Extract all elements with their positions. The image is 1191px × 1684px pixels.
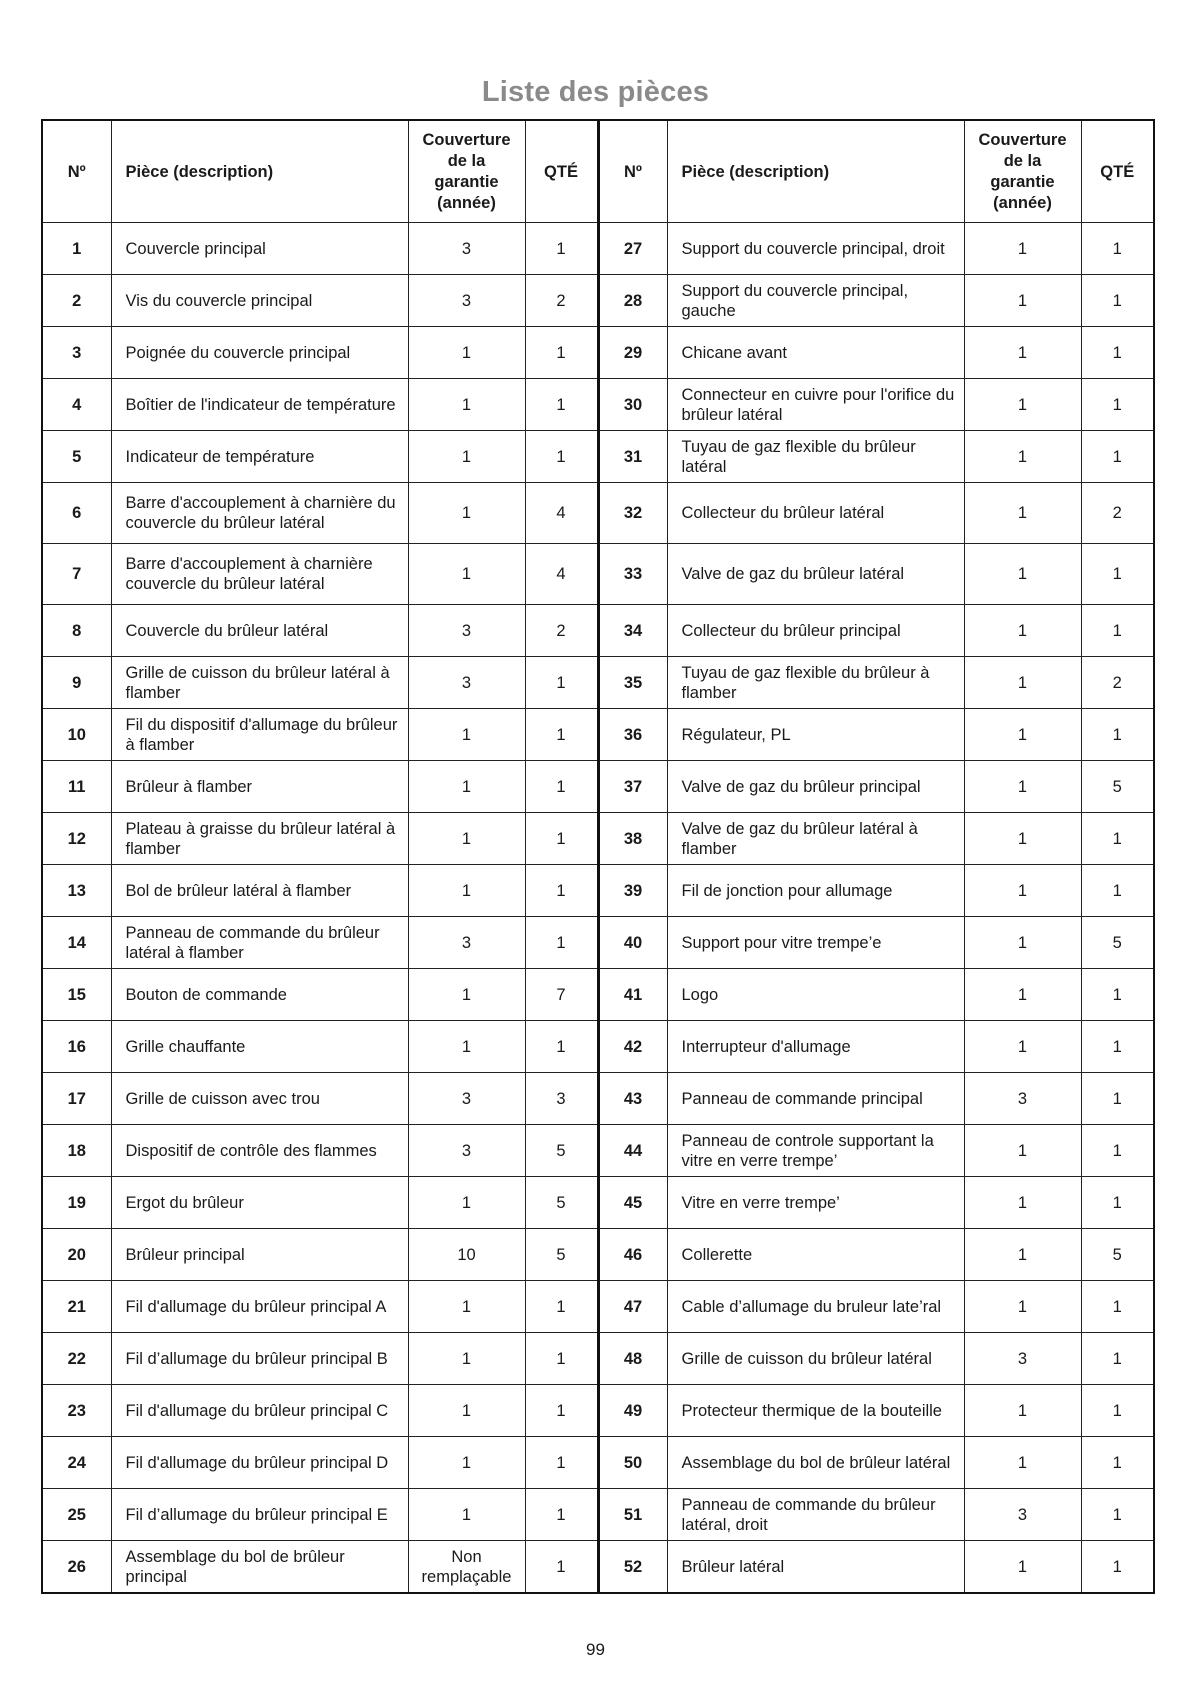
- warranty-years: 1: [408, 1281, 525, 1333]
- quantity: 5: [525, 1125, 598, 1177]
- table-row: [42, 917, 1154, 969]
- part-number: 33: [598, 544, 667, 605]
- part-description: Ergot du brûleur: [111, 1177, 408, 1229]
- quantity: 1: [1081, 709, 1154, 761]
- warranty-years: 1: [964, 275, 1081, 327]
- part-description: Protecteur thermique de la bouteille: [667, 1385, 964, 1437]
- quantity: 1: [525, 865, 598, 917]
- part-description: Poignée du couvercle principal: [111, 327, 408, 379]
- part-description: Grille chauffante: [111, 1021, 408, 1073]
- table-row: [42, 327, 1154, 379]
- part-description: Brûleur à flamber: [111, 761, 408, 813]
- quantity: 1: [525, 709, 598, 761]
- warranty-years: 1: [408, 1437, 525, 1489]
- part-description: Vis du couvercle principal: [111, 275, 408, 327]
- warranty-years: 1: [408, 761, 525, 813]
- part-number: 27: [598, 223, 667, 275]
- part-description: Tuyau de gaz flexible du brûleur à flamber: [667, 657, 964, 709]
- table-row: [42, 1125, 1154, 1177]
- part-description: Fil du dispositif d'allumage du brûleur à flamber: [111, 709, 408, 761]
- warranty-years: 1: [964, 1385, 1081, 1437]
- part-description: Support pour vitre trempe’e: [667, 917, 964, 969]
- part-description: Grille de cuisson avec trou: [111, 1073, 408, 1125]
- part-description: Panneau de commande du brûleur latéral à flamber: [111, 917, 408, 969]
- warranty-years: 1: [408, 865, 525, 917]
- quantity: 1: [1081, 813, 1154, 865]
- quantity: 1: [525, 1437, 598, 1489]
- header-qty: QTÉ: [525, 120, 598, 223]
- part-description: Couvercle principal: [111, 223, 408, 275]
- warranty-years: 3: [408, 605, 525, 657]
- part-description: Valve de gaz du brûleur latéral à flamber: [667, 813, 964, 865]
- part-description: Collecteur du brûleur principal: [667, 605, 964, 657]
- quantity: 1: [1081, 1489, 1154, 1541]
- part-number: 13: [42, 865, 111, 917]
- warranty-years: 1: [964, 1021, 1081, 1073]
- warranty-years: 1: [964, 605, 1081, 657]
- header-no: Nº: [42, 120, 111, 223]
- table-row: [42, 1437, 1154, 1489]
- warranty-years: 3: [408, 223, 525, 275]
- table-row: [42, 544, 1154, 605]
- part-description: Dispositif de contrôle des flammes: [111, 1125, 408, 1177]
- warranty-years: 1: [964, 657, 1081, 709]
- part-description: Grille de cuisson du brûleur latéral: [667, 1333, 964, 1385]
- table-row: [42, 1541, 1154, 1594]
- warranty-years: 1: [964, 327, 1081, 379]
- part-number: 22: [42, 1333, 111, 1385]
- table-row: [42, 483, 1154, 544]
- warranty-years: 1: [408, 969, 525, 1021]
- part-description: Bol de brûleur latéral à flamber: [111, 865, 408, 917]
- part-number: 11: [42, 761, 111, 813]
- part-description: Grille de cuisson du brûleur latéral à flamber: [111, 657, 408, 709]
- warranty-years: 1: [964, 379, 1081, 431]
- quantity: 1: [525, 917, 598, 969]
- table-row: [42, 657, 1154, 709]
- part-description: Plateau à graisse du brûleur latéral à flamber: [111, 813, 408, 865]
- part-number: 29: [598, 327, 667, 379]
- quantity: 2: [525, 605, 598, 657]
- table-row: [42, 1281, 1154, 1333]
- part-number: 14: [42, 917, 111, 969]
- warranty-years: 1: [964, 761, 1081, 813]
- part-number: 12: [42, 813, 111, 865]
- quantity: 1: [1081, 1125, 1154, 1177]
- part-number: 7: [42, 544, 111, 605]
- quantity: 1: [1081, 969, 1154, 1021]
- warranty-years: 1: [408, 813, 525, 865]
- warranty-years: 3: [408, 275, 525, 327]
- quantity: 1: [525, 327, 598, 379]
- warranty-years: 1: [964, 1541, 1081, 1594]
- warranty-years: 3: [964, 1073, 1081, 1125]
- quantity: 1: [1081, 1281, 1154, 1333]
- warranty-years: 1: [964, 865, 1081, 917]
- part-description: Fil d'allumage du brûleur principal C: [111, 1385, 408, 1437]
- warranty-years: 1: [408, 1333, 525, 1385]
- warranty-years: 1: [964, 431, 1081, 483]
- table-row: [42, 1229, 1154, 1281]
- quantity: 4: [525, 483, 598, 544]
- part-number: 42: [598, 1021, 667, 1073]
- warranty-years: 1: [964, 1281, 1081, 1333]
- quantity: 1: [1081, 223, 1154, 275]
- warranty-years: 3: [408, 1073, 525, 1125]
- warranty-years: 1: [964, 969, 1081, 1021]
- part-description: Fil de jonction pour allumage: [667, 865, 964, 917]
- page-title: Liste des pièces: [481, 76, 710, 108]
- quantity: 1: [525, 1489, 598, 1541]
- quantity: 2: [1081, 483, 1154, 544]
- warranty-years: 3: [408, 657, 525, 709]
- warranty-years: 1: [964, 544, 1081, 605]
- part-description: Couvercle du brûleur latéral: [111, 605, 408, 657]
- part-number: 15: [42, 969, 111, 1021]
- part-description: Support du couvercle principal, droit: [667, 223, 964, 275]
- part-description: Panneau de commande du brûleur latéral, droit: [667, 1489, 964, 1541]
- table-row: [42, 709, 1154, 761]
- part-description: Fil d'allumage du brûleur principal D: [111, 1437, 408, 1489]
- part-number: 9: [42, 657, 111, 709]
- part-number: 50: [598, 1437, 667, 1489]
- part-description: Barre d'accouplement à charnière couvercle du brûleur latéral: [111, 544, 408, 605]
- part-description: Interrupteur d'allumage: [667, 1021, 964, 1073]
- part-number: 23: [42, 1385, 111, 1437]
- part-number: 24: [42, 1437, 111, 1489]
- quantity: 1: [1081, 605, 1154, 657]
- quantity: 1: [1081, 1177, 1154, 1229]
- part-description: Assemblage du bol de brûleur latéral: [667, 1437, 964, 1489]
- table-row: [42, 969, 1154, 1021]
- part-description: Panneau de commande principal: [667, 1073, 964, 1125]
- part-description: Fil d'allumage du brûleur principal A: [111, 1281, 408, 1333]
- quantity: 5: [525, 1177, 598, 1229]
- part-number: 38: [598, 813, 667, 865]
- table-row: [42, 761, 1154, 813]
- warranty-years: 3: [964, 1489, 1081, 1541]
- table-row: [42, 1385, 1154, 1437]
- quantity: 4: [525, 544, 598, 605]
- part-number: 32: [598, 483, 667, 544]
- quantity: 1: [525, 1385, 598, 1437]
- table-row: [42, 1073, 1154, 1125]
- quantity: 1: [1081, 1385, 1154, 1437]
- table-row: [42, 275, 1154, 327]
- quantity: 1: [1081, 1073, 1154, 1125]
- table-row: [42, 223, 1154, 275]
- warranty-years: 10: [408, 1229, 525, 1281]
- quantity: 5: [1081, 1229, 1154, 1281]
- part-description: Panneau de controle supportant la vitre en verre trempe’: [667, 1125, 964, 1177]
- warranty-years: 1: [964, 1177, 1081, 1229]
- quantity: 1: [525, 1281, 598, 1333]
- warranty-years: 1: [408, 327, 525, 379]
- quantity: 1: [525, 813, 598, 865]
- parts-table: [41, 119, 1155, 1594]
- quantity: 1: [525, 657, 598, 709]
- part-description: Fil d’allumage du brûleur principal E: [111, 1489, 408, 1541]
- header-no: Nº: [598, 120, 667, 223]
- part-number: 17: [42, 1073, 111, 1125]
- warranty-years: 1: [408, 544, 525, 605]
- quantity: 1: [1081, 1541, 1154, 1594]
- part-number: 28: [598, 275, 667, 327]
- quantity: 1: [1081, 865, 1154, 917]
- part-description: Vitre en verre trempe’: [667, 1177, 964, 1229]
- quantity: 1: [525, 223, 598, 275]
- part-description: Logo: [667, 969, 964, 1021]
- part-description: Brûleur principal: [111, 1229, 408, 1281]
- quantity: 1: [1081, 1333, 1154, 1385]
- warranty-years: 1: [964, 917, 1081, 969]
- warranty-years: 1: [408, 1177, 525, 1229]
- part-number: 40: [598, 917, 667, 969]
- header-description: Pièce (description): [667, 120, 964, 223]
- warranty-years: Non remplaçable: [408, 1541, 525, 1594]
- part-number: 34: [598, 605, 667, 657]
- part-number: 19: [42, 1177, 111, 1229]
- table-row: [42, 379, 1154, 431]
- part-number: 25: [42, 1489, 111, 1541]
- part-number: 26: [42, 1541, 111, 1594]
- quantity: 1: [1081, 544, 1154, 605]
- part-number: 4: [42, 379, 111, 431]
- table-row: [42, 431, 1154, 483]
- part-number: 51: [598, 1489, 667, 1541]
- part-number: 18: [42, 1125, 111, 1177]
- part-description: Tuyau de gaz flexible du brûleur latéral: [667, 431, 964, 483]
- warranty-years: 1: [964, 1125, 1081, 1177]
- part-description: Valve de gaz du brûleur principal: [667, 761, 964, 813]
- part-number: 52: [598, 1541, 667, 1594]
- part-number: 10: [42, 709, 111, 761]
- part-description: Bouton de commande: [111, 969, 408, 1021]
- warranty-years: 3: [408, 917, 525, 969]
- quantity: 2: [1081, 657, 1154, 709]
- quantity: 1: [525, 761, 598, 813]
- warranty-years: 1: [408, 379, 525, 431]
- table-row: [42, 1021, 1154, 1073]
- quantity: 5: [1081, 761, 1154, 813]
- part-number: 31: [598, 431, 667, 483]
- part-description: Fil d’allumage du brûleur principal B: [111, 1333, 408, 1385]
- part-description: Barre d'accouplement à charnière du couvercle du brûleur latéral: [111, 483, 408, 544]
- part-description: Support du couvercle principal, gauche: [667, 275, 964, 327]
- part-description: Valve de gaz du brûleur latéral: [667, 544, 964, 605]
- part-description: Assemblage du bol de brûleur principal: [111, 1541, 408, 1594]
- part-number: 8: [42, 605, 111, 657]
- part-number: 36: [598, 709, 667, 761]
- warranty-years: 1: [964, 1229, 1081, 1281]
- part-description: Cable d’allumage du bruleur late’ral: [667, 1281, 964, 1333]
- part-number: 48: [598, 1333, 667, 1385]
- quantity: 2: [525, 275, 598, 327]
- part-description: Indicateur de température: [111, 431, 408, 483]
- warranty-years: 1: [408, 1021, 525, 1073]
- quantity: 1: [525, 1541, 598, 1594]
- quantity: 7: [525, 969, 598, 1021]
- warranty-years: 1: [964, 223, 1081, 275]
- part-description: Brûleur latéral: [667, 1541, 964, 1594]
- table-row: [42, 1333, 1154, 1385]
- part-description: Connecteur en cuivre pour l'orifice du brûleur latéral: [667, 379, 964, 431]
- warranty-years: 1: [964, 1437, 1081, 1489]
- header-warranty: Couverture de la garantie (année): [408, 120, 525, 223]
- quantity: 3: [525, 1073, 598, 1125]
- header-qty: QTÉ: [1081, 120, 1154, 223]
- part-number: 37: [598, 761, 667, 813]
- part-number: 5: [42, 431, 111, 483]
- warranty-years: 1: [964, 483, 1081, 544]
- warranty-years: 1: [408, 1385, 525, 1437]
- table-row: [42, 605, 1154, 657]
- part-description: Collecteur du brûleur latéral: [667, 483, 964, 544]
- part-number: 2: [42, 275, 111, 327]
- warranty-years: 1: [408, 1489, 525, 1541]
- quantity: 1: [525, 1333, 598, 1385]
- quantity: 1: [525, 1021, 598, 1073]
- part-number: 35: [598, 657, 667, 709]
- quantity: 1: [1081, 1021, 1154, 1073]
- header-row: [42, 120, 1154, 223]
- warranty-years: 3: [964, 1333, 1081, 1385]
- table-row: [42, 813, 1154, 865]
- quantity: 1: [1081, 1437, 1154, 1489]
- part-number: 1: [42, 223, 111, 275]
- table-row: [42, 1489, 1154, 1541]
- quantity: 1: [1081, 275, 1154, 327]
- part-number: 43: [598, 1073, 667, 1125]
- part-number: 20: [42, 1229, 111, 1281]
- warranty-years: 1: [964, 813, 1081, 865]
- part-number: 47: [598, 1281, 667, 1333]
- part-number: 44: [598, 1125, 667, 1177]
- part-number: 30: [598, 379, 667, 431]
- part-number: 45: [598, 1177, 667, 1229]
- table-row: [42, 865, 1154, 917]
- warranty-years: 1: [408, 431, 525, 483]
- table-row: [42, 1177, 1154, 1229]
- quantity: 1: [525, 431, 598, 483]
- quantity: 1: [1081, 379, 1154, 431]
- warranty-years: 1: [964, 709, 1081, 761]
- quantity: 5: [1081, 917, 1154, 969]
- quantity: 1: [525, 379, 598, 431]
- part-number: 46: [598, 1229, 667, 1281]
- part-description: Collerette: [667, 1229, 964, 1281]
- header-warranty: Couverture de la garantie (année): [964, 120, 1081, 223]
- warranty-years: 1: [408, 709, 525, 761]
- part-description: Chicane avant: [667, 327, 964, 379]
- part-number: 3: [42, 327, 111, 379]
- part-number: 41: [598, 969, 667, 1021]
- warranty-years: 3: [408, 1125, 525, 1177]
- part-number: 21: [42, 1281, 111, 1333]
- part-description: Boîtier de l'indicateur de température: [111, 379, 408, 431]
- quantity: 1: [1081, 327, 1154, 379]
- quantity: 1: [1081, 431, 1154, 483]
- header-description: Pièce (description): [111, 120, 408, 223]
- part-number: 6: [42, 483, 111, 544]
- warranty-years: 1: [408, 483, 525, 544]
- page-number: 99: [586, 1640, 605, 1659]
- part-number: 49: [598, 1385, 667, 1437]
- quantity: 5: [525, 1229, 598, 1281]
- part-description: Régulateur, PL: [667, 709, 964, 761]
- part-number: 16: [42, 1021, 111, 1073]
- part-number: 39: [598, 865, 667, 917]
